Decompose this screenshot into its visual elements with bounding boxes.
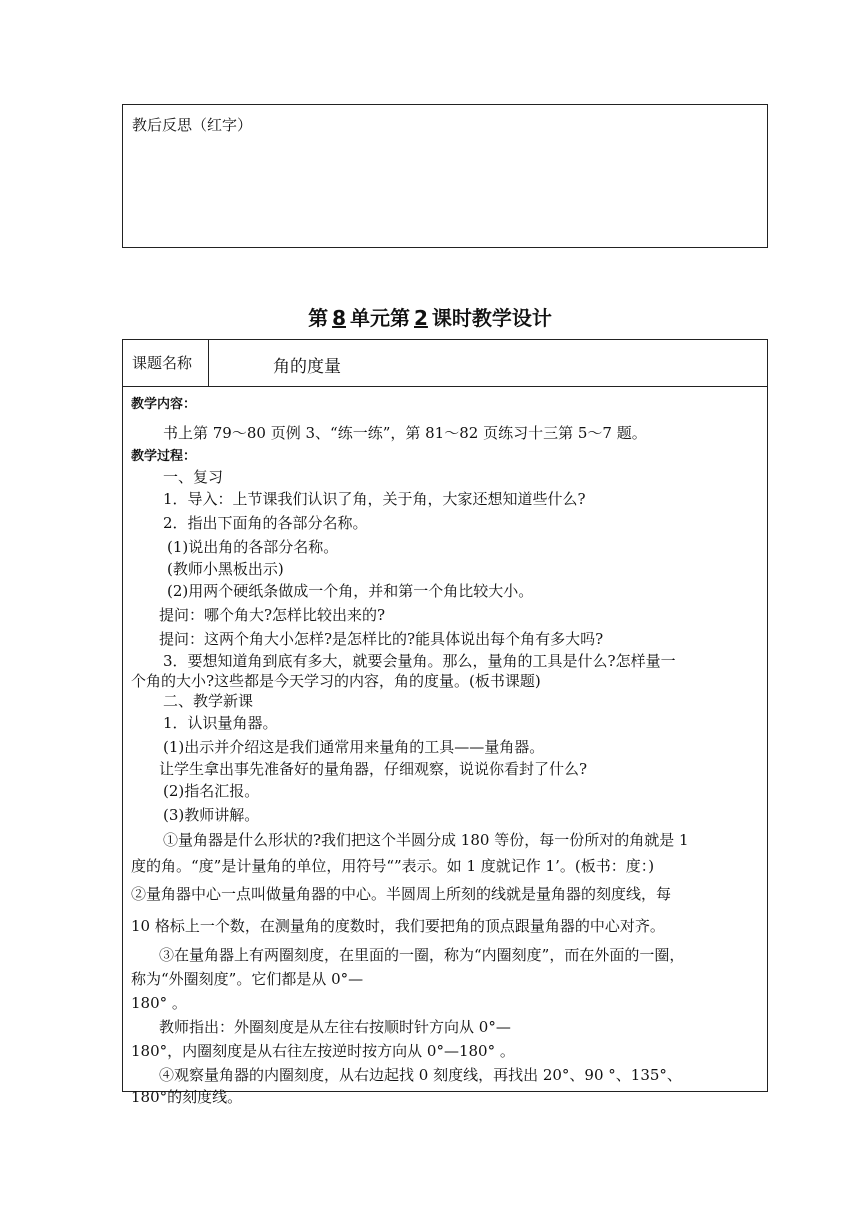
process-line: 1．认识量角器。 [163, 714, 278, 732]
process-line: 10 格标上一个数，在测量角的度数时，我们要把角的顶点跟量角器的中心对齐。 [131, 917, 665, 935]
lesson-content [131, 395, 759, 1107]
process-line: 度的角。“度”是计量角的单位，用符号“”表示。如 1 度就记作 1’。(板书：度：) [131, 857, 655, 875]
title-lesson-number: 2 [414, 306, 428, 330]
process-line: 2．指出下面角的各部分名称。 [163, 514, 368, 532]
process-line: (3)教师讲解。 [163, 806, 260, 824]
process-line: ③在量角器上有两圈刻度，在里面的一圈，称为“内圈刻度”，而在外面的一圈， [159, 946, 685, 964]
process-line: 提问：这两个角大小怎样?是怎样比的?能具体说出每个角有多大吗? [159, 630, 604, 648]
process-line: 180°的刻度线。 [131, 1088, 243, 1106]
process-line: ①量角器是什么形状的?我们把这个半圆分成 180 等份，每一份所对的角就是 1 [163, 831, 689, 849]
process-line: 180°，内圈刻度是从右往左按逆时按方向从 0°—180° 。 [131, 1042, 515, 1060]
process-line: 3．要想知道角到底有多大，就要会量角。那么，量角的工具是什么?怎样量一 [163, 652, 676, 670]
topic-label: 课题名称 [123, 340, 209, 386]
title-part2: 单元第 [350, 306, 410, 330]
process-line: (教师小黑板出示) [167, 560, 284, 578]
topic-row [123, 340, 767, 387]
process-line: ②量角器中心一点叫做量角器的中心。半圆周上所刻的线就是量角器的刻度线，每 [131, 885, 672, 903]
process-line: 提问：哪个角大?怎样比较出来的? [159, 606, 386, 624]
process-line: 称为“外圈刻度”。它们都是从 0°— [131, 970, 364, 988]
process-line: 一、复习 [163, 468, 224, 486]
title-unit-number: 8 [332, 306, 346, 330]
process-line: ④观察量角器的内圈刻度，从右边起找 0 刻度线，再找出 20°、90 °、135°、 [159, 1066, 682, 1084]
process-line: (1)说出角的各部分名称。 [167, 538, 339, 556]
section-heading-process: 教学过程： [131, 449, 197, 464]
process-line: 1．导入：上节课我们认识了角，关于角，大家还想知道些什么? [163, 490, 586, 508]
process-line: (2)指名汇报。 [163, 782, 260, 800]
reflection-box [122, 104, 768, 248]
content-line: 书上第 79～80 页例 3、“练一练”，第 81～82 页练习十三第 5～7 题。 [163, 424, 647, 442]
process-line: 让学生拿出事先准备好的量角器，仔细观察，说说你看封了什么? [159, 760, 588, 778]
process-line: 个角的大小?这些都是今天学习的内容，角的度量。(板书课题) [131, 672, 541, 690]
topic-value: 角的度量 [273, 357, 341, 377]
section-heading-content: 教学内容： [131, 397, 197, 412]
title-part3: 课时教学设计 [431, 306, 552, 330]
reflection-label: 教后反思（红字） [132, 116, 253, 134]
process-line: 180° 。 [131, 994, 187, 1012]
title-part1: 第 [308, 306, 329, 330]
lesson-table [122, 339, 768, 1106]
process-line: 二、教学新课 [163, 692, 254, 710]
process-line: 教师指出：外圈刻度是从左往右按顺时针方向从 0°— [159, 1018, 511, 1036]
process-line: (1)出示并介绍这是我们通常用来量角的工具——量角器。 [163, 738, 545, 756]
page-title [0, 302, 860, 331]
process-line: (2)用两个硬纸条做成一个角，并和第一个角比较大小。 [167, 582, 534, 600]
